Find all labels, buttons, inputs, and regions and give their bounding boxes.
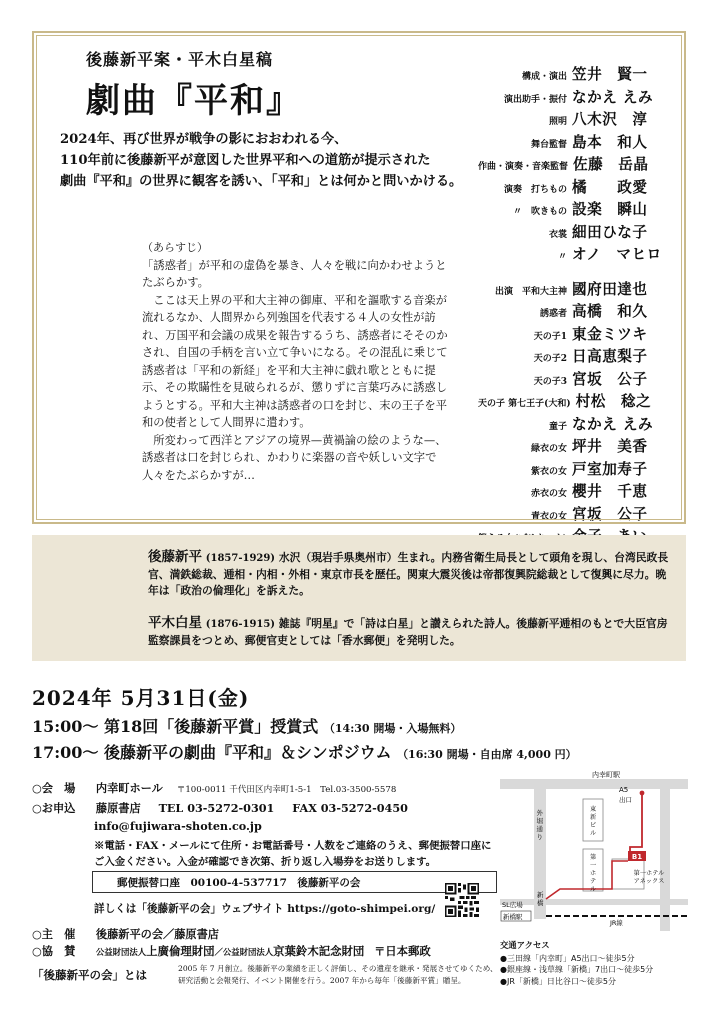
credit-name: なかえ えみ (572, 415, 654, 433)
venue-row (32, 780, 396, 796)
credit-row (478, 390, 664, 413)
map-label-glyph: テ (590, 878, 597, 885)
map-label-glyph: 東 (590, 806, 597, 813)
apply-fax: FAX 03-5272-0450 (292, 801, 408, 815)
lead-line: 2024年、再び世界が戦争の影におおわれる今、 (60, 132, 348, 147)
apply-row (32, 800, 408, 816)
map-label-glyph: ル (590, 830, 597, 837)
credit-row (478, 243, 664, 266)
credit-name: 戸室加寿子 (572, 460, 648, 478)
map-label-glyph: ビ (590, 822, 597, 829)
credit-role: 天の子3 (533, 376, 567, 387)
bio-goto (148, 549, 670, 599)
event-time: 15:00〜 (32, 717, 99, 736)
synopsis-paragraph: ここは天上界の平和大主神の御庫、平和を謳歌する音楽が流れるなか、人間界から列強国を代表する４人の女性が訪れ、万国平和会議の成果を報告するうち、誘惑者にそそのかされ、自国の手柄を言い立て争いになる。その混乱に乗じて誘惑者は「平和の新経」を平和大主神に戯れ歌とともに提示、その欺瞞性を見破られるが、懲りずに言葉巧みに誘惑しようとする。平和大主神は誘惑者の口を封じ、末の王子を平和の使者として人間界に遣わす。 (142, 293, 448, 429)
sponsor-name: 京葉鈴木記念財団 (273, 944, 365, 958)
synopsis-heading: （あらすじ） (142, 241, 208, 254)
credit-row (478, 221, 664, 244)
credit-role: 赤衣の女 (530, 489, 567, 499)
map-label-glyph: 通 (536, 825, 543, 833)
qr-code-icon[interactable] (445, 883, 479, 917)
page-title: 劇曲『平和』 (86, 81, 302, 121)
footer-label: 「後藤新平の会」とは (32, 968, 147, 982)
credit-row (478, 300, 664, 323)
access-title: 交通アクセス (500, 940, 550, 950)
venue-address: 〒100-0011 千代田区内幸町1-5-1 Tel.03-3500-5578 (176, 785, 397, 795)
credit-row (478, 480, 664, 503)
credit-name: 高橋 和久 (572, 303, 648, 320)
credit-name: なかえ えみ (572, 88, 654, 106)
credit-row (478, 278, 664, 301)
japan-post-logo (374, 944, 431, 958)
lead-line: 110年前に後藤新平が意図した世界平和への道筋が提示された (60, 153, 431, 168)
credit-row (478, 435, 664, 458)
bio-years: (1857-1929) (205, 553, 276, 564)
credit-role: 演奏 打ちもの (503, 184, 567, 195)
credit-name: 橘 政愛 (572, 178, 648, 196)
lead-line: 劇曲『平和』の世界に観客を誘い、「平和」とは何かと問いかける。 (60, 174, 463, 189)
credit-role: 〃 (557, 252, 567, 262)
credit-row (478, 198, 664, 221)
credit-row (478, 108, 664, 131)
map-label-b1: B1 (631, 853, 643, 861)
japan-post-mark-icon: 〒 (374, 945, 386, 958)
map-label-glyph: 外 (536, 809, 543, 817)
credit-name: 島本 和人 (572, 133, 648, 151)
map-label-glyph: り (536, 833, 543, 841)
map-label-building2 (590, 853, 597, 893)
map-road-east (660, 789, 670, 931)
event-date: 2024年 5月31日(金) (32, 686, 250, 710)
venue-map[interactable] (500, 771, 688, 931)
map-exit-marker (640, 791, 645, 796)
bio-description: 雑誌『明星』で「詩は白星」と讃えられた詩人。後藤新平逓相のもとで大臣官房監察課員をつとめ、郵便官吏としては「香水郵便」を発明した。 (148, 617, 668, 647)
bio-text (148, 549, 670, 665)
event-title: 後藤新平の劇曲『平和』＆シンポジウム (104, 743, 392, 762)
credit-name: オノ マヒロ (572, 246, 662, 263)
map-road-bottom (500, 899, 688, 905)
map-label-annex-line: 第一ホテル (633, 870, 665, 877)
host-label: ○主 催 (32, 927, 76, 941)
credit-name: 佐藤 岳晶 (573, 156, 649, 173)
sponsor-label: ○協 賛 (32, 944, 76, 958)
synopsis (142, 239, 452, 484)
credit-row (478, 63, 664, 86)
host-name: 後藤新平の会／藤原書店 (95, 927, 219, 941)
credit-row (478, 86, 664, 109)
credit-role: 青衣の女 (530, 511, 567, 522)
credits-divider (478, 266, 664, 278)
cast-list (478, 278, 664, 548)
venue-name: 内幸町ホール (95, 781, 163, 795)
credit-role: 天の子1 (533, 331, 567, 342)
bio-hiraki (148, 615, 670, 649)
event-line-award (32, 714, 461, 737)
credit-name: 村松 稔之 (575, 393, 652, 410)
credit-name: 宮坂 公子 (572, 505, 648, 523)
subtitle: 後藤新平案・平木白星稿 (86, 50, 274, 69)
map-label-glyph: 一 (590, 862, 597, 869)
map-label-glyph: 第 (590, 854, 597, 861)
credit-role: 演出助手・振付 (503, 94, 567, 105)
map-label-glyph: ホ (590, 870, 597, 877)
map-label-station: 内幸町駅 (592, 771, 620, 779)
bio-description: 水沢（現岩手県奥州市）生まれ。内務省衛生局長として頭角を現し、台湾民政長官、満鉄総裁、逓相・内相・外相・東京市長を歴任。関東大震災後は帝都復興院総裁として復興に尽力。晩年は「政治の倫理化」を訴えた。 (148, 551, 669, 597)
credit-name: 坪井 美香 (572, 438, 648, 455)
map-label-a5: A5 (619, 786, 629, 794)
credit-name: 宮坂 公子 (572, 370, 648, 388)
credit-role: 紫衣の女 (530, 466, 567, 477)
credit-name: 細田ひな子 (572, 223, 648, 241)
credit-row (478, 413, 664, 436)
event-time: 17:00〜 (32, 743, 99, 762)
credit-row (478, 323, 664, 346)
credit-row (478, 368, 664, 391)
sponsor-prefix: ／公益財団法人 (214, 947, 274, 957)
bio-name: 後藤新平 (148, 549, 202, 565)
sponsor-row (32, 943, 431, 959)
credit-role: 天の子2 (533, 354, 567, 364)
access-line: ●銀座線・浅草線「新橋」7出口〜徒歩5分 (500, 965, 654, 974)
credit-row (478, 345, 664, 368)
map-label-glyph: 新 (537, 891, 544, 899)
application-note: ※電話・FAX・メールにて住所・お電話番号・人数をご連絡のうえ、郵便振替口座にご入金ください。入金が確認でき次第、折り返し入場券をお送りします。 (94, 840, 492, 868)
apply-label: ○お申込 (32, 801, 76, 815)
bio-years: (1876-1915) (205, 619, 276, 630)
event-line-play (32, 740, 577, 763)
access-line: ●JR「新橋」日比谷口〜徒歩5分 (500, 976, 616, 986)
map-label-exit: 出口 (619, 796, 632, 804)
credit-role: 作曲・演奏・音楽監督 (478, 162, 569, 172)
email-link[interactable]: info@fujiwara-shoten.co.jp (94, 819, 262, 833)
credit-name: 設楽 瞬山 (572, 201, 648, 218)
event-note: （16:30 開場・自由席 4,000 円） (397, 748, 577, 761)
credit-name: 櫻井 千恵 (572, 483, 648, 500)
map-label-glyph: 橋 (537, 899, 544, 907)
main-frame (32, 31, 686, 524)
credit-role: 緑衣の女 (530, 444, 567, 454)
map-label-street (537, 808, 544, 841)
apply-name: 藤原書店 (95, 801, 141, 815)
credit-row (478, 176, 664, 199)
sponsor-prefix: 公益財団法人 (95, 947, 147, 957)
sponsor-name: 上廣倫理財団 (146, 944, 215, 958)
credit-row (478, 131, 664, 154)
bio-name: 平木白星 (148, 615, 202, 631)
access-info (500, 940, 700, 987)
venue-label: ○会 場 (32, 781, 76, 795)
credit-role: 構成・演出 (521, 72, 567, 82)
credit-role: 照明 (548, 117, 567, 127)
credit-role: 舞台監督 (530, 139, 567, 150)
credit-name: 國府田達也 (572, 280, 648, 298)
map-road-top (500, 779, 688, 789)
synopsis-paragraph: 所変わって西洋とアジアの境界—黄禍論の絵のような—、誘惑者は口を封じられ、かわりに楽器の音や妖しい文字で人々をたぶらかすが… (142, 433, 447, 482)
event-title: 第18回「後藤新平賞」授賞式 (104, 717, 319, 736)
map-label-annex-line: アネックス (633, 878, 665, 885)
lead-text (60, 129, 500, 192)
bio-band (32, 535, 686, 661)
credit-row (478, 153, 664, 176)
credit-role: 出演 平和大主神 (494, 286, 567, 297)
credit-name: 笠井 賢一 (572, 66, 648, 83)
credit-name: 日高恵梨子 (572, 348, 648, 365)
credit-role: 〃 吹きもの (512, 207, 567, 217)
footer-text: 2005 年 7 月創立。後藤新平の業績を正しく評価し、その遺産を継承・発展させてゆくため、研究活動と会報発行、イベント開催を行う。2007 年から毎年「後藤新平賞」贈呈。 (178, 964, 498, 985)
sponsor-name: 日本郵政 (385, 944, 431, 958)
credit-role: 誘惑者 (539, 309, 567, 319)
credit-role: 童子 (548, 421, 567, 432)
credit-row (478, 503, 664, 526)
synopsis-paragraph: 「誘惑者」が平和の虚偽を暴き、人々を戦に向かわせようとたぶらかす。 (142, 258, 447, 289)
staff-list (478, 63, 664, 266)
website-link[interactable]: 詳しくは「後藤新平の会」ウェブサイト https://goto-shimpei.org/ (94, 903, 436, 915)
credits (478, 63, 664, 548)
map-label-glyph: 堀 (536, 817, 543, 825)
credit-role: 衣裳 (548, 229, 567, 240)
access-line: ●三田線「内幸町」A5出口〜徒歩5分 (500, 953, 635, 963)
postal-account-box: 郵便振替口座 00100-4-537717 後藤新平の会 (92, 871, 497, 893)
host-row (32, 926, 219, 942)
credit-name: 八木沢 淳 (572, 111, 648, 128)
map-label-shimbashi-station: 新橋駅 (503, 913, 523, 921)
event-note: （14:30 開場・入場無料） (323, 722, 462, 735)
map-label-sl: SL広場 (502, 901, 523, 909)
map-label-jr: JR線 (610, 919, 623, 927)
map-label-glyph: 新 (590, 814, 597, 821)
credit-row (478, 458, 664, 481)
credit-role: 天の子 第七王子(大和) (478, 399, 571, 409)
map-label-shimbashi-vertical (537, 890, 544, 907)
map-label-glyph: ル (590, 886, 597, 893)
apply-tel[interactable]: TEL 03-5272-0301 (158, 801, 275, 815)
credit-name: 東金ミツキ (572, 325, 648, 343)
